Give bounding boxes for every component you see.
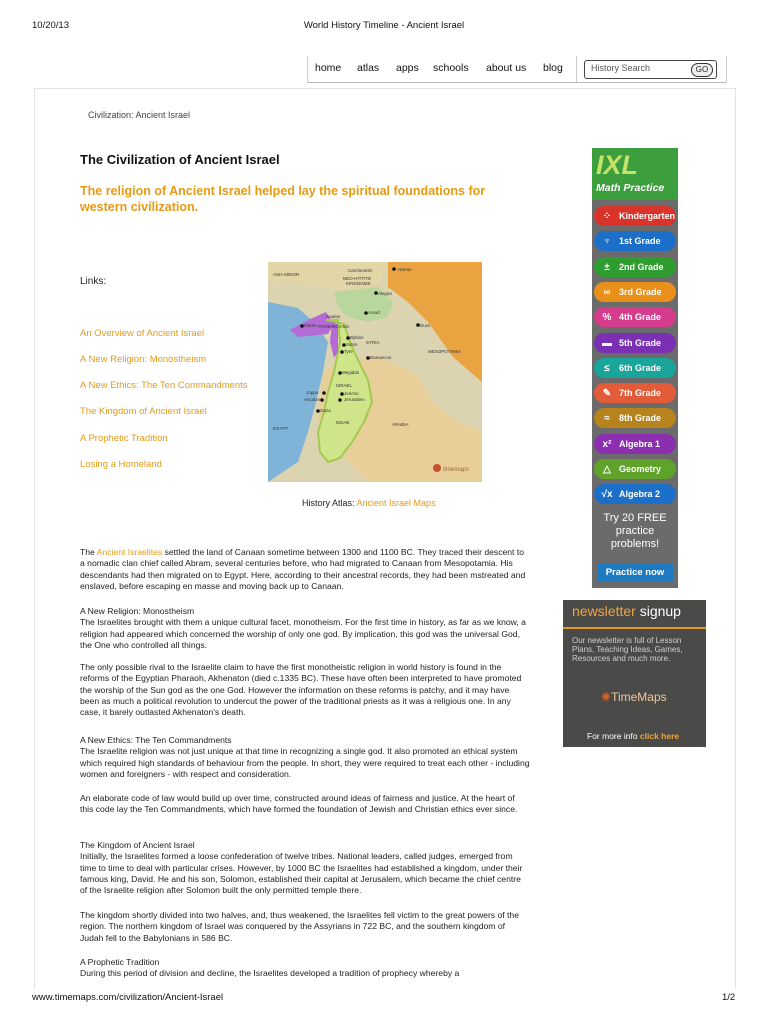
section-prophetic xyxy=(80,957,530,980)
paragraph: The kingdom shortly divided into two halves, and, thus weakened, the Israelites fell victim to the great powers of the region. The northern kingdom of Israel was conquered by the Assyrians in 722 BC, and the southern kingdom of Judah fell to the Babylonians in 586 BC. xyxy=(80,910,519,943)
print-title: World History Timeline - Ancient Israel xyxy=(303,20,465,31)
paragraph: The Israelite religion was not just unique at that time in recognizing a single god. It also promoted an ethical system which required high standards of behaviour from the people. In short, they were required to treat each other - including women and foreigners - with respect and consideration. xyxy=(80,746,530,779)
ixl-grade-button[interactable] xyxy=(594,257,676,277)
paragraph: The Israelites brought with them a unique cultural facet, monotheism. For the first time in history, as far as we know, a religion had appeared which concerned the worship of only one god. By implication, this god was the universal God, the One who controlled all things. xyxy=(80,617,526,650)
ixl-grade-button[interactable] xyxy=(594,206,676,226)
newsletter-ad[interactable] xyxy=(563,600,706,747)
section-kingdom xyxy=(80,840,530,896)
ancient-israel-map[interactable] xyxy=(268,262,482,482)
print-date: 10/20/13 xyxy=(32,20,69,31)
map-label-byblos: Byblos xyxy=(350,335,364,340)
ixl-header xyxy=(592,148,678,200)
map-label-israel: ISRAEL xyxy=(336,383,353,388)
ixl-grade-button[interactable] xyxy=(594,434,676,454)
link-new-religion[interactable]: A New Religion: Monostheism xyxy=(80,354,207,365)
link-new-ethics[interactable]: A New Ethics: The Ten Commandments xyxy=(80,380,248,391)
ixl-logo: IXL xyxy=(596,150,639,180)
newsletter-heading-b: signup xyxy=(635,603,681,619)
newsletter-body: Our newsletter is full of Lesson Plans, Teaching Ideas, Games, Resources and much more. xyxy=(572,636,683,663)
newsletter-click-here-link[interactable]: click here xyxy=(639,731,680,741)
section-religion xyxy=(80,606,530,651)
newsletter-heading-a: newsletter xyxy=(572,603,636,619)
timemaps-logo-text: TimeMaps xyxy=(611,690,667,704)
search-box xyxy=(584,60,717,79)
ixl-grade-button[interactable] xyxy=(594,282,676,302)
practice-now-button[interactable]: Practice now xyxy=(597,564,673,582)
map-label-dura: Dura xyxy=(420,323,430,328)
ixl-grade-button[interactable] xyxy=(594,231,676,251)
ixl-grade-label: 7th Grade xyxy=(619,388,662,399)
map-label-megiddo: Megiddo xyxy=(342,370,360,375)
map-label-egypt: EGYPT xyxy=(273,426,289,431)
newsletter-divider xyxy=(563,627,706,629)
map-label-neo-hittite: NEO-HITTITE xyxy=(343,276,372,281)
less-equal-icon: ≤ xyxy=(604,362,610,374)
sqrt-icon: √x xyxy=(601,489,613,501)
links-heading: Links: xyxy=(80,276,107,287)
ixl-grade-button[interactable] xyxy=(594,383,676,403)
paragraph: An elaborate code of law would build up over time, constructed around ideas of fairness and justice. At the heart of this code lay the Ten Commandments, which have formed the foundation of Jewish and Christian ethics ever since. xyxy=(80,793,518,815)
nav-about-us[interactable]: about us xyxy=(486,62,527,74)
map-label-damascus: Damascus xyxy=(370,355,392,360)
tagline: The religion of Ancient Israel helped lay the spiritual foundations for western civilization. xyxy=(80,184,486,214)
map-graphic xyxy=(268,262,482,482)
section-heading-kingdom: The Kingdom of Ancient Israel xyxy=(80,840,195,850)
intro-text: settled the land of Canaan sometime between 1300 and 1100 BC. They traced their descent to a nomadic clan chief called Abram, several centuries before, who had migrated to Canaan from Mesopotamia. His descendants had then migrated on to Egypt. Here, according to their ancestral records, they had been mstreated and enslaved, before escaping en masse and moving back up to Canaan. xyxy=(80,547,526,591)
x-squared-icon: x² xyxy=(602,438,612,450)
map-label-gaza: Gaza xyxy=(320,408,331,413)
nav-divider xyxy=(576,56,577,82)
infinity-icon: ∞ xyxy=(603,286,611,298)
map-label-joppa: Joppa xyxy=(306,390,319,395)
nav-blog[interactable]: blog xyxy=(543,62,563,74)
ixl-grade-button[interactable] xyxy=(594,408,676,428)
ixl-offer-line: practice xyxy=(615,525,655,537)
nav-home[interactable]: home xyxy=(315,62,342,74)
section-ethics xyxy=(80,735,530,780)
go-button[interactable]: GO xyxy=(691,63,713,77)
ixl-grade-button[interactable] xyxy=(594,358,676,378)
map-label-carchemish: Carchemish xyxy=(348,268,373,273)
ancient-israelites-link[interactable]: Ancient Israelites xyxy=(96,547,163,557)
map-label-aleppo: Aleppo xyxy=(378,291,393,296)
svg-text:timemaps: timemaps xyxy=(443,467,470,473)
ixl-grade-label: 1st Grade xyxy=(619,236,661,247)
ixl-grade-label: 6th Grade xyxy=(619,362,662,373)
link-homeland[interactable]: Losing a Homeland xyxy=(80,459,162,470)
map-caption xyxy=(302,498,436,508)
map-caption-link[interactable]: Ancient Israel Maps xyxy=(356,498,436,508)
triangle-icon: △ xyxy=(603,464,611,475)
link-kingdom[interactable]: The Kingdom of Ancient Israel xyxy=(80,406,207,417)
nav-apps[interactable]: apps xyxy=(396,62,419,74)
ixl-grade-button[interactable] xyxy=(594,484,676,504)
map-label-tyre: Tyre xyxy=(344,349,353,354)
top-nav xyxy=(307,56,727,83)
newsletter-more xyxy=(587,731,679,741)
paragraph: During this period of division and decline, the Israelites developed a tradition of prophecy whereby a xyxy=(80,968,460,979)
link-overview[interactable]: An Overview of Ancient Israel xyxy=(80,328,205,339)
map-label-harran: Harran xyxy=(398,267,412,272)
ixl-grade-label: Kindergarten xyxy=(619,211,676,221)
map-label-mesopotamia: MESOPOTAMIA xyxy=(428,349,462,354)
ixl-ad[interactable] xyxy=(592,148,678,588)
paragraph: Initially, the Israelites formed a loose confederation of twelve tribes. National leaders, called judges, emerged from time to time to deal with particular crises. However, by 1000 BC the Israelites had established a kingdom, under their famous king, David. He and his son, Solomon, established their capital at Jerusalem, which became the chief centre of the Israelite religion after Solomon built the only permitted temple there. xyxy=(80,851,523,896)
newsletter-more-pre: For more info xyxy=(587,731,640,741)
ixl-grade-label: 4th Grade xyxy=(619,312,662,323)
dots-icon: ⁘ xyxy=(602,211,612,222)
pencil-icon: ✎ xyxy=(602,388,612,400)
newsletter-heading xyxy=(572,603,681,619)
ixl-grade-label: Geometry xyxy=(619,464,662,474)
breadcrumb: Civilization: Ancient Israel xyxy=(88,110,191,120)
nav-schools[interactable]: schools xyxy=(433,62,469,74)
footer-url: www.timemaps.com/civilization/Ancient-Israel xyxy=(32,992,224,1003)
article-intro xyxy=(80,547,530,592)
map-label-arabia: ARABIA xyxy=(392,422,409,427)
section-heading-religion: A New Religion: Monostheism xyxy=(80,606,195,616)
section-heading-ethics: A New Ethics: The Ten Commandments xyxy=(80,735,232,745)
ixl-grade-button[interactable] xyxy=(594,333,676,353)
ixl-grade-button[interactable] xyxy=(594,307,676,327)
footer-page: 1/2 xyxy=(722,992,736,1003)
ixl-grade-label: 8th Grade xyxy=(619,413,662,424)
ixl-offer xyxy=(592,512,678,551)
plus-minus-icon: ± xyxy=(604,261,610,273)
intro-pre: The xyxy=(80,547,97,557)
timemaps-logo-icon: ✺ xyxy=(601,690,612,704)
ixl-grade-label: 5th Grade xyxy=(619,337,662,348)
map-label-kittian: Kittian xyxy=(304,323,317,328)
ixl-offer-line: problems! xyxy=(610,538,660,550)
ixl-grade-button[interactable] xyxy=(594,459,676,479)
ixl-grade-label: Algebra 2 xyxy=(619,489,661,500)
map-label-kingdoms: KINGDOMS xyxy=(346,281,371,286)
percent-icon: % xyxy=(602,312,612,324)
ixl-offer-line: Try 20 FREE xyxy=(603,512,667,524)
timemaps-logo xyxy=(601,690,667,704)
ixl-grade-label: 2nd Grade xyxy=(619,261,664,272)
map-caption-label: History Atlas: xyxy=(302,498,355,508)
ixl-grade-label: Algebra 1 xyxy=(619,438,661,449)
approx-icon: ≈ xyxy=(604,413,610,425)
search-input[interactable] xyxy=(591,63,681,73)
rocket-icon: ♆ xyxy=(603,236,611,248)
map-label-asia-minor: ASIA MINOR xyxy=(273,272,300,277)
map-label-arvad: Arvad xyxy=(368,310,380,315)
nav-atlas[interactable]: atlas xyxy=(357,62,380,74)
map-label-moab: MOAB xyxy=(336,420,350,425)
link-prophetic[interactable]: A Prophetic Tradition xyxy=(80,433,168,444)
map-label-syria: SYRIA xyxy=(366,340,380,345)
section-heading-prophetic: A Prophetic Tradition xyxy=(80,957,160,967)
ixl-subtitle: Math Practice xyxy=(596,182,665,194)
map-label-jerusalem: Jerusalem xyxy=(344,397,365,402)
page-title: The Civilization of Ancient Israel xyxy=(80,152,280,167)
map-label-arados: Arados xyxy=(326,314,341,319)
map-label-jericho: Jericho xyxy=(344,391,359,396)
calculator-icon: ▬ xyxy=(602,337,612,349)
paragraph: The only possible rival to the Israelite claim to have the first monotheistic religion in world history is found in the reforms of the Egyptian Pharaoh, Akhenaton (died c.1335 BC). These have often been interpreted to have promoted the worship of the Sun god as the one God. However the information on these reforms is patchy, and it may have been as much a political revolution to undercut the power of the traditional priests as it was a religious one. In any case, it barely outlasted Akhenaton's death. xyxy=(80,662,522,718)
map-label-phoenicians: PHOENICIANS xyxy=(318,324,350,329)
map-label-ascalon: Ascalon xyxy=(304,397,321,402)
ixl-grade-label: 3rd Grade xyxy=(619,286,662,297)
map-label-sidon: Sidon xyxy=(346,342,358,347)
